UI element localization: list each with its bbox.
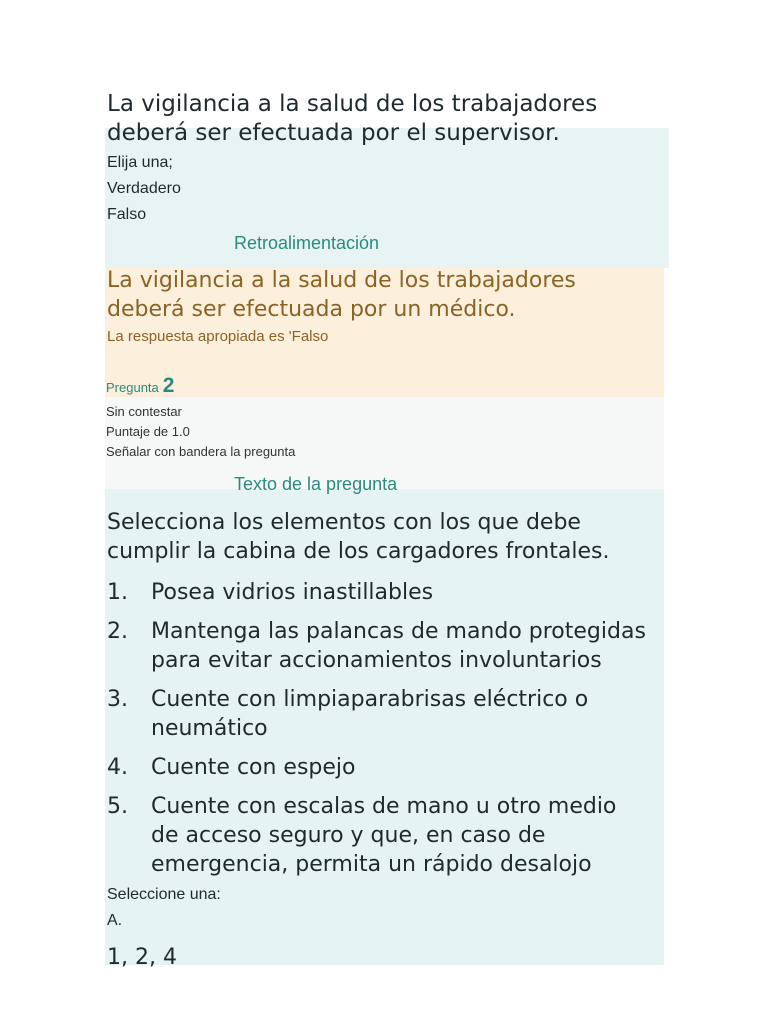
- question-word: Pregunta: [106, 380, 159, 395]
- requirements-list: [107, 578, 646, 889]
- correct-answer-text: La respuesta apropiada es 'Falso: [107, 328, 329, 345]
- question2-text: [107, 508, 609, 566]
- question2-label: [106, 374, 174, 398]
- question-text-heading: Texto de la pregunta: [234, 474, 398, 494]
- option-a-label[interactable]: A.: [107, 912, 123, 929]
- question2-line1: Selecciona los elementos con los que debe: [107, 510, 581, 535]
- option-verdadero[interactable]: Verdadero: [107, 180, 181, 197]
- feedback-text: [107, 266, 576, 324]
- score-text: Puntaje de 1.0: [106, 424, 190, 439]
- question1-text: [107, 90, 597, 148]
- flag-question-link[interactable]: Señalar con bandera la pregunta: [106, 444, 296, 459]
- question-number: 2: [162, 374, 175, 397]
- option-a-value[interactable]: 1, 2, 4: [107, 945, 177, 970]
- question1-line1: La vigilancia a la salud de los trabajadores: [107, 91, 598, 117]
- list-item: 5. Cuente con escalas de mano u otro medio de acceso seguro y que, en caso de emergencia, permita un rápido desalojo: [107, 794, 617, 877]
- question2-line2: cumplir la cabina de los cargadores frontales.: [107, 539, 610, 564]
- feedback-line2: deberá ser efectuada por un médico.: [107, 297, 516, 322]
- option-falso[interactable]: Falso: [107, 206, 147, 223]
- feedback-line1: La vigilancia a la salud de los trabajadores: [107, 268, 576, 293]
- select-one-prompt: Seleccione una:: [107, 886, 221, 903]
- list-item: 4. Cuente con espejo: [107, 755, 356, 780]
- question1-line2: deberá ser efectuada por el supervisor.: [107, 120, 560, 146]
- question1-panel: [105, 128, 669, 268]
- list-item: 2. Mantenga las palancas de mando protegidas para evitar accionamientos involuntarios: [107, 619, 646, 673]
- list-item: 1. Posea vidrios inastillables: [107, 580, 434, 605]
- feedback-heading: Retroalimentación: [234, 233, 380, 253]
- status-text: Sin contestar: [106, 404, 182, 419]
- list-item: 3. Cuente con limpiaparabrisas eléctrico o neumático: [107, 687, 589, 741]
- choose-one-prompt: Elija una;: [107, 154, 173, 171]
